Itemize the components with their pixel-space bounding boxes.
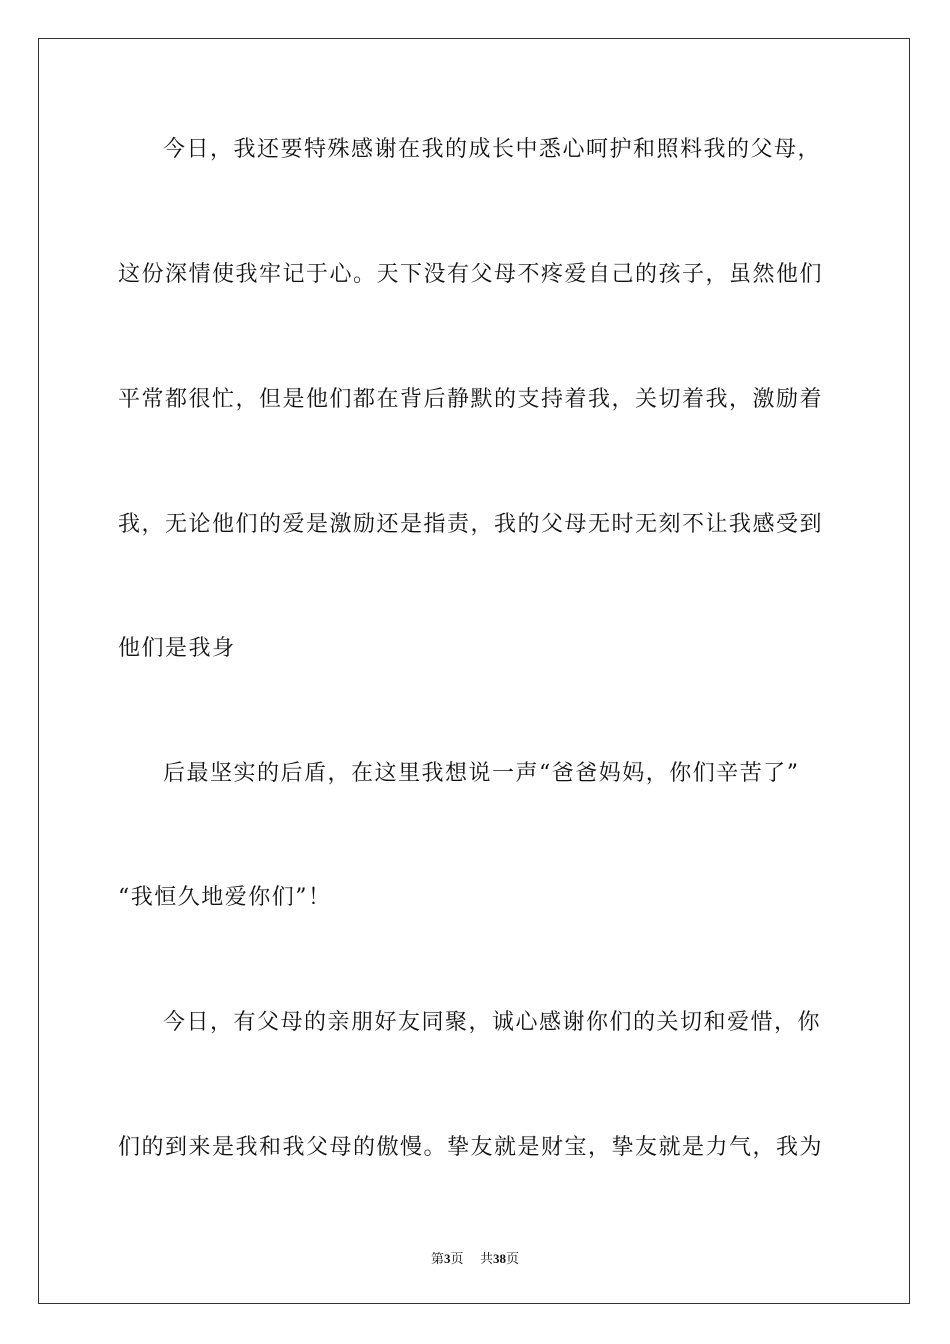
total-pages: 38	[493, 1251, 507, 1266]
paragraph-line-2: 这份深情使我牢记于心。天下没有父母不疼爱自己的孩子，虽然他们	[118, 262, 824, 287]
total-prefix: 共	[480, 1252, 494, 1267]
paragraph-line-6: 后最坚实的后盾，在这里我想说一声“爸爸妈妈，你们辛苦了”	[163, 761, 800, 786]
page-prefix: 第	[430, 1252, 444, 1267]
paragraph-line-1: 今日，我还要特殊感谢在我的成长中悉心呵护和照料我的父母，	[163, 137, 822, 162]
page-number: 3	[443, 1251, 451, 1266]
paragraph-line-8: 今日，有父母的亲朋好友同聚，诚心感谢你们的关切和爱惜，你	[163, 1010, 822, 1035]
page-suffix: 页	[450, 1252, 464, 1267]
page-border	[38, 38, 910, 1304]
paragraph-line-9: 们的到来是我和我父母的傲慢。挚友就是财宝，挚友就是力气，我为	[118, 1135, 824, 1160]
total-suffix: 页	[506, 1252, 520, 1267]
paragraph-line-7: “我恒久地爱你们”！	[118, 885, 332, 910]
paragraph-line-3: 平常都很忙，但是他们都在背后静默的支持着我，关切着我，激励着	[118, 387, 824, 412]
paragraph-line-5: 他们是我身	[118, 636, 236, 661]
paragraph-line-4: 我，无论他们的爱是激励还是指责，我的父母无时无刻不让我感受到	[118, 512, 824, 537]
page-footer	[0, 1248, 950, 1267]
